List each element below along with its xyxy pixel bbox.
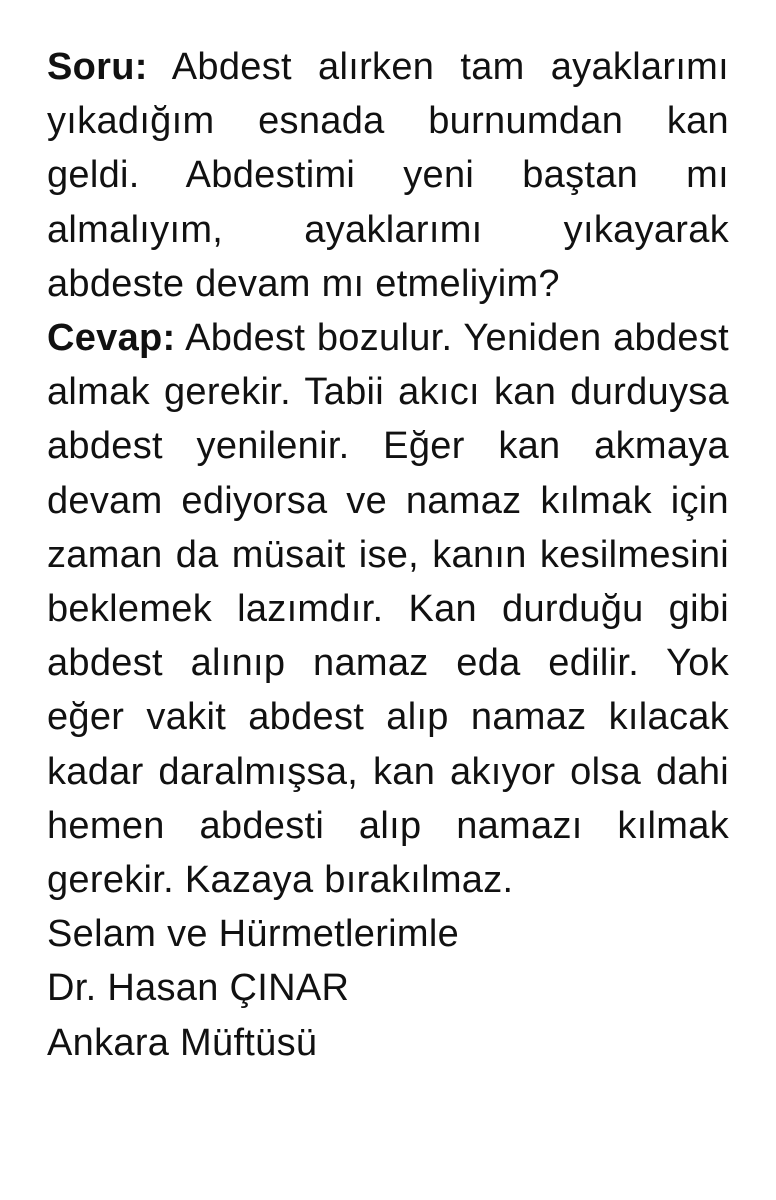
signature-name: Dr. Hasan ÇINAR: [47, 967, 350, 1010]
question-text: Abdest alırken tam ayaklarımı yıkadığım esnada burnumdan kan geldi. Abdestimi yeni baştan mı almalıyım, ayaklarımı yıkayarak abdeste devam mı etmeliyim?: [47, 46, 729, 305]
question-paragraph: [47, 40, 729, 311]
answer-label: Cevap:: [47, 317, 176, 360]
answer-paragraph: [47, 311, 729, 907]
signature-title: Ankara Müftüsü: [47, 1021, 318, 1064]
question-label: Soru:: [47, 46, 148, 88]
signature-closing: Selam ve Hürmetlerimle: [47, 913, 460, 956]
document-body: [47, 40, 729, 1070]
answer-text: Abdest bozulur. Yeniden abdest almak gerekir. Tabii akıcı kan durduysa abdest yenilenir. Eğer kan akmaya devam ediyorsa ve namaz kılmak için zaman da müsait ise, kanın kesilmesini beklemek lazımdır. Kan durduğu gibi abdest alınıp namaz eda edilir. Yok eğer vakit abdest alıp namaz kılacak kadar daralmışsa, kan akıyor olsa dahi hemen abdesti alıp namazı kılmak gerekir. Kazaya bırakılmaz.: [47, 317, 729, 902]
